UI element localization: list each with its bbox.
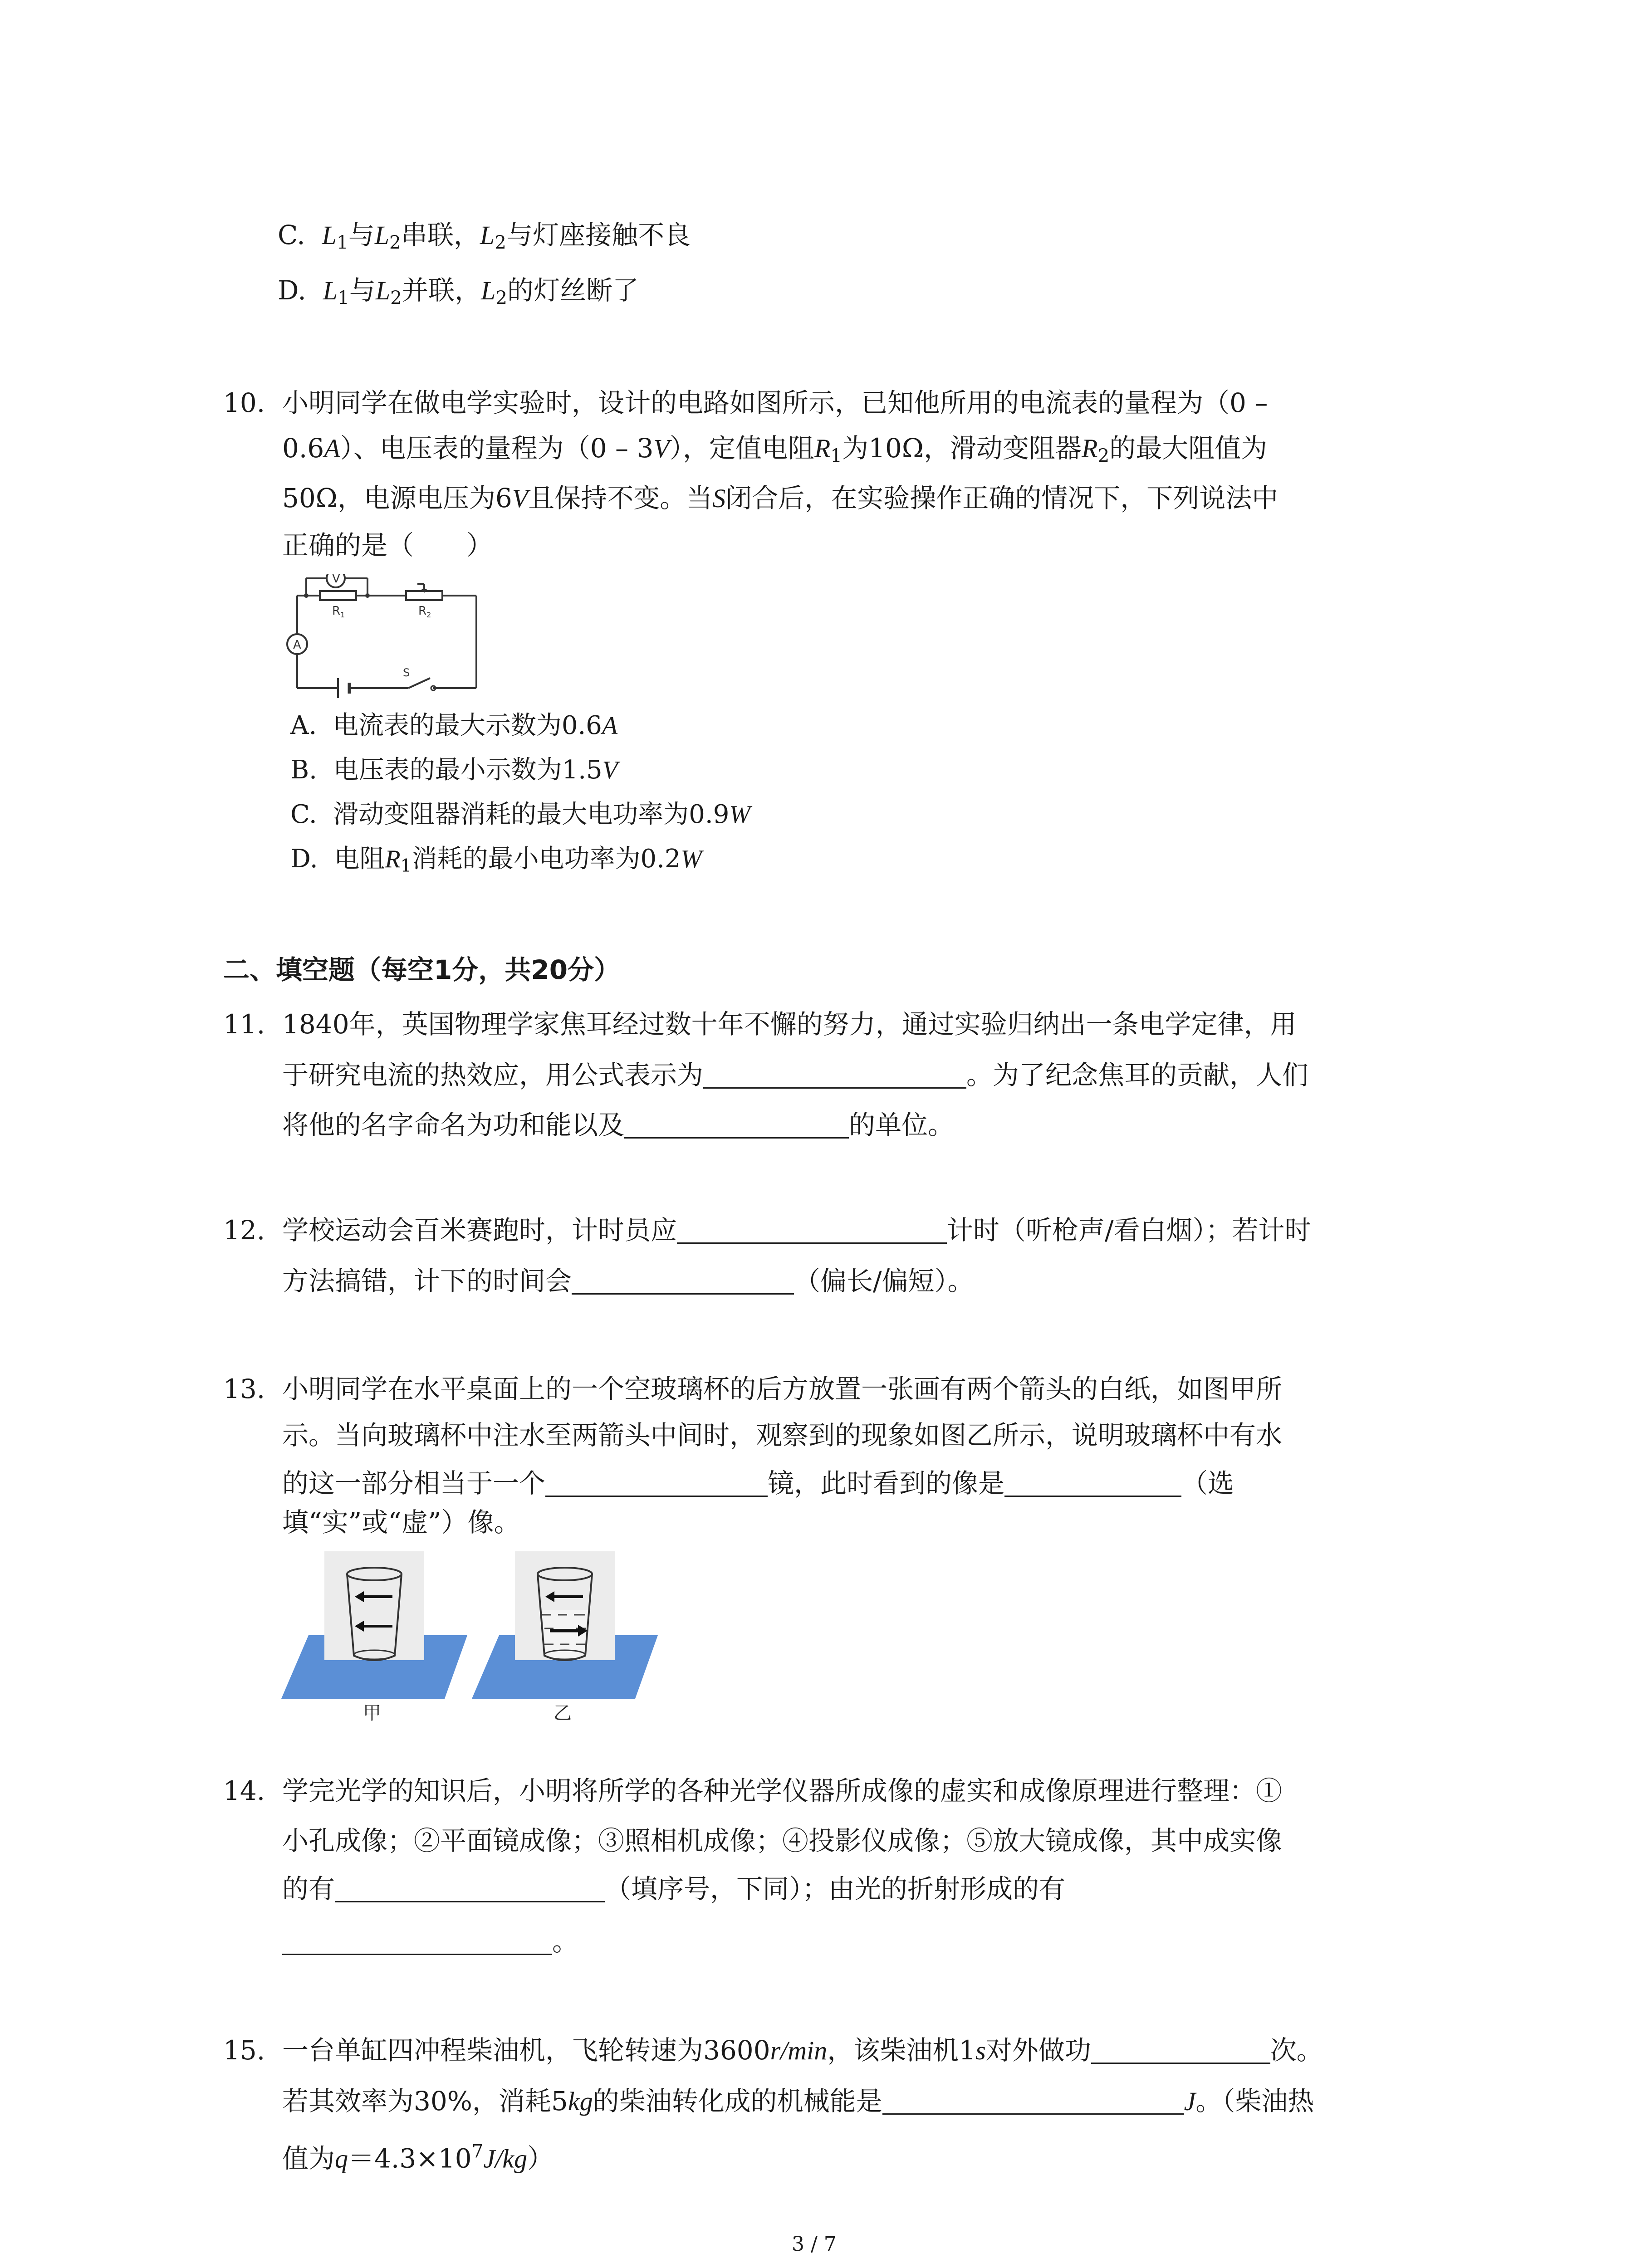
page-number: 3 / 7 <box>792 2233 837 2256</box>
q13-line-4: 填“实”或“虚”）像。 <box>282 1507 520 1538</box>
answer-blank[interactable] <box>703 1060 966 1089</box>
q14-line-1: 学完光学的知识后，小明将所学的各种光学仪器所成像的虚实和成像原理进行整理：① <box>282 1775 1283 1806</box>
r2-label: R <box>418 604 427 618</box>
q10-line-2: 0.6A）、电压表的量程为（0 – 3V），定值电阻$R_1$为10Ω，滑动变阻器$R_2$的最大阻值为 <box>282 433 1268 467</box>
answer-blank[interactable] <box>1091 2035 1270 2064</box>
q10-number: 10. <box>223 387 265 418</box>
answer-blank[interactable] <box>572 1266 794 1295</box>
q14-line-4: 。 <box>282 1923 578 1960</box>
svg-text:R2: $R_2$ <box>418 604 431 619</box>
q10-option-c: C. 滑动变阻器消耗的最大电功率为0.9W <box>290 800 750 829</box>
q14-number: 14. <box>223 1775 265 1806</box>
q15-line-1: 一台单缸四冲程柴油机，飞轮转速为3600r/min，该柴油机1s对外做功 次。 <box>282 2035 1323 2066</box>
q11-line-1: 1840年，英国物理学家焦耳经过数十年不懈的努力，通过实验归纳出一条电学定律，用 <box>282 1009 1297 1040</box>
switch-label: S <box>403 666 410 679</box>
q10-line-4: 正确的是（ ） <box>282 530 493 561</box>
answer-blank[interactable] <box>1004 1468 1181 1497</box>
q15-line-2: 若其效率为30%，消耗5kg的柴油转化成的机械能是 J。（柴油热 <box>282 2086 1314 2116</box>
q13-line-3: 的这一部分相当于一个 镜，此时看到的像是 （选 <box>282 1468 1234 1499</box>
q14-line-2: 小孔成像；②平面镜成像；③照相机成像；④投影仪成像；⑤放大镜成像，其中成实像 <box>282 1825 1283 1856</box>
q10-option-a: A. 电流表的最大示数为0.6A <box>290 711 618 740</box>
glass-figure-yi <box>472 1551 662 1724</box>
q15-number: 15. <box>223 2035 265 2066</box>
q11-line-2: 于研究电流的热效应，用公式表示为 。为了纪念焦耳的贡献，人们 <box>282 1060 1309 1090</box>
q10-option-d: D. 电阻$R_1$消耗的最小电功率为0.2W <box>290 844 702 876</box>
q9-option-d: D. $L_1$与$L_2$并联，$L_2$的灯丝断了 <box>278 275 639 309</box>
junction-dot <box>304 593 309 598</box>
figure-label-yi: 乙 <box>554 1703 572 1724</box>
section-2-title: 二、填空题（每空1分，共20分） <box>223 954 621 985</box>
q12-line-2: 方法搞错，计下的时间会 （偏长/偏短）。 <box>282 1266 974 1296</box>
q13-line-2: 示。当向玻璃杯中注水至两箭头中间时，观察到的现象如图乙所示，说明玻璃杯中有水 <box>282 1420 1283 1451</box>
answer-blank[interactable] <box>545 1468 768 1497</box>
q13-number: 13. <box>223 1374 265 1404</box>
circuit-diagram <box>281 574 485 703</box>
q9-option-c: C. $L_1$与$L_2$串联，$L_2$与灯座接触不良 <box>278 220 691 254</box>
q11-line-3: 将他的名字命名为功和能以及 的单位。 <box>282 1110 955 1140</box>
q15-line-3: 值为$q=4.3\times 10^7J/kg$） <box>282 2140 554 2174</box>
q10-option-b: B. 电压表的最小示数为1.5V <box>290 755 618 785</box>
q10-line-3: 50Ω，电源电压为6V且保持不变。当S闭合后，在实验操作正确的情况下，下列说法中 <box>282 483 1279 513</box>
answer-blank[interactable] <box>882 2086 1184 2115</box>
answer-blank[interactable] <box>335 1874 605 1902</box>
answer-blank[interactable] <box>624 1110 849 1139</box>
figure-label-jia: 甲 <box>363 1703 381 1724</box>
q10-line-1: 小明同学在做电学实验时，设计的电路如图所示，已知他所用的电流表的量程为（0 – <box>282 387 1268 418</box>
ammeter-label: A <box>293 638 301 652</box>
q12-number: 12. <box>223 1215 265 1246</box>
q11-number: 11. <box>223 1009 265 1040</box>
voltmeter-label: V <box>332 574 340 586</box>
svg-text:R1: $R_1$ <box>332 604 345 619</box>
q12-line-1: 学校运动会百米赛跑时，计时员应 计时（听枪声/看白烟）；若计时 <box>282 1215 1311 1246</box>
answer-blank[interactable] <box>677 1215 947 1244</box>
junction-dot <box>365 593 370 598</box>
q13-line-1: 小明同学在水平桌面上的一个空玻璃杯的后方放置一张画有两个箭头的白纸，如图甲所 <box>282 1374 1283 1404</box>
q14-line-3: 的有 （填序号，下同）；由光的折射形成的有 <box>282 1873 1066 1904</box>
answer-blank[interactable] <box>282 1926 552 1955</box>
r1-label: R <box>332 604 341 618</box>
glass-figure-jia <box>281 1551 472 1724</box>
